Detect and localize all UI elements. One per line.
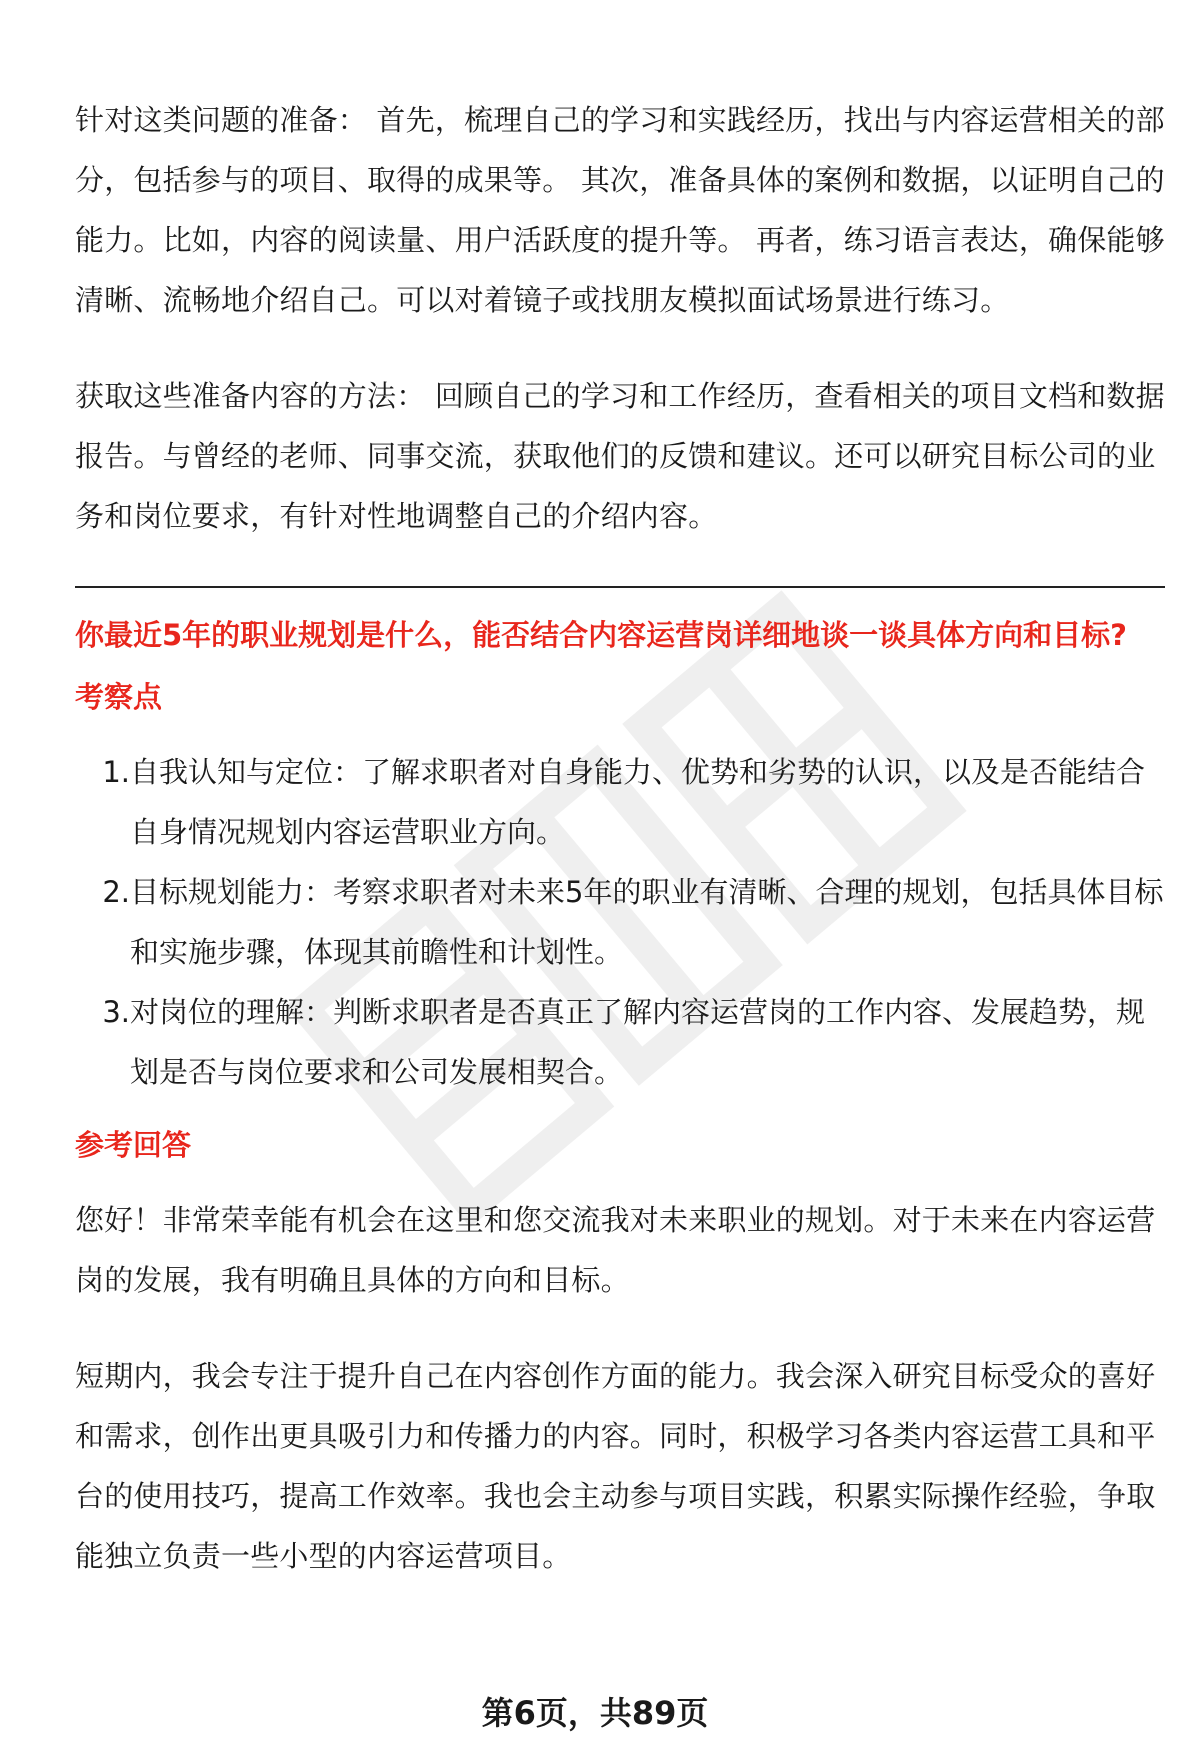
page-number-footer: 第6页，共89页 — [481, 1694, 709, 1732]
focus-heading: 考察点 — [75, 680, 163, 714]
answer-body — [75, 1190, 1165, 1586]
focus-point-number: 1. — [102, 755, 130, 789]
section-divider — [75, 586, 1165, 588]
intro-paragraph-methods: 获取这些准备内容的方法： 回顾自己的学习和工作经历，查看相关的项目文档和数据报告。与曾经的老师、同事交流，获取他们的反馈和建议。还可以研究目标公司的业务和岗位要求，有针对性地调整自己的介绍内容。 — [75, 379, 1165, 533]
focus-point — [75, 982, 1165, 1102]
focus-point-number: 3. — [102, 995, 130, 1029]
focus-point-number: 2. — [102, 875, 130, 909]
focus-point-text: 自我认知与定位：了解求职者对自身能力、优势和劣势的认识，以及是否能结合自身情况规划内容运营职业方向。 — [130, 755, 1146, 849]
focus-point — [75, 742, 1165, 862]
intro-paragraph-preparation: 针对这类问题的准备： 首先，梳理自己的学习和实践经历，找出与内容运营相关的部分，包括参与的项目、取得的成果等。 其次，准备具体的案例和数据，以证明自己的能力。比如，内容的阅读量、用户活跃度的提升等。 再者，练习语言表达，确保能够清晰、流畅地介绍自己。可以对着镜子或找朋友模拟面试场景进行练习。 — [75, 103, 1165, 317]
focus-point-text: 目标规划能力：考察求职者对未来5年的职业有清晰、合理的规划，包括具体目标和实施步骤，体现其前瞻性和计划性。 — [130, 875, 1164, 969]
answer-paragraph: 短期内，我会专注于提升自己在内容创作方面的能力。我会深入研究目标受众的喜好和需求，创作出更具吸引力和传播力的内容。同时，积极学习各类内容运营工具和平台的使用技巧，提高工作效率。我也会主动参与项目实践，积累实际操作经验，争取能独立负责一些小型的内容运营项目。 — [75, 1359, 1156, 1573]
question-title: 你最近5年的职业规划是什么，能否结合内容运营岗详细地谈一谈具体方向和目标? — [75, 618, 1128, 652]
answer-heading: 参考回答 — [75, 1128, 192, 1162]
focus-points-list — [75, 742, 1165, 1102]
focus-point-text: 对岗位的理解：判断求职者是否真正了解内容运营岗的工作内容、发展趋势，规划是否与岗位要求和公司发展相契合。 — [130, 995, 1146, 1089]
document-page — [75, 90, 1165, 1586]
focus-point — [75, 862, 1165, 982]
answer-paragraph: 您好！非常荣幸能有机会在这里和您交流我对未来职业的规划。对于未来在内容运营岗的发展，我有明确且具体的方向和目标。 — [75, 1203, 1156, 1297]
